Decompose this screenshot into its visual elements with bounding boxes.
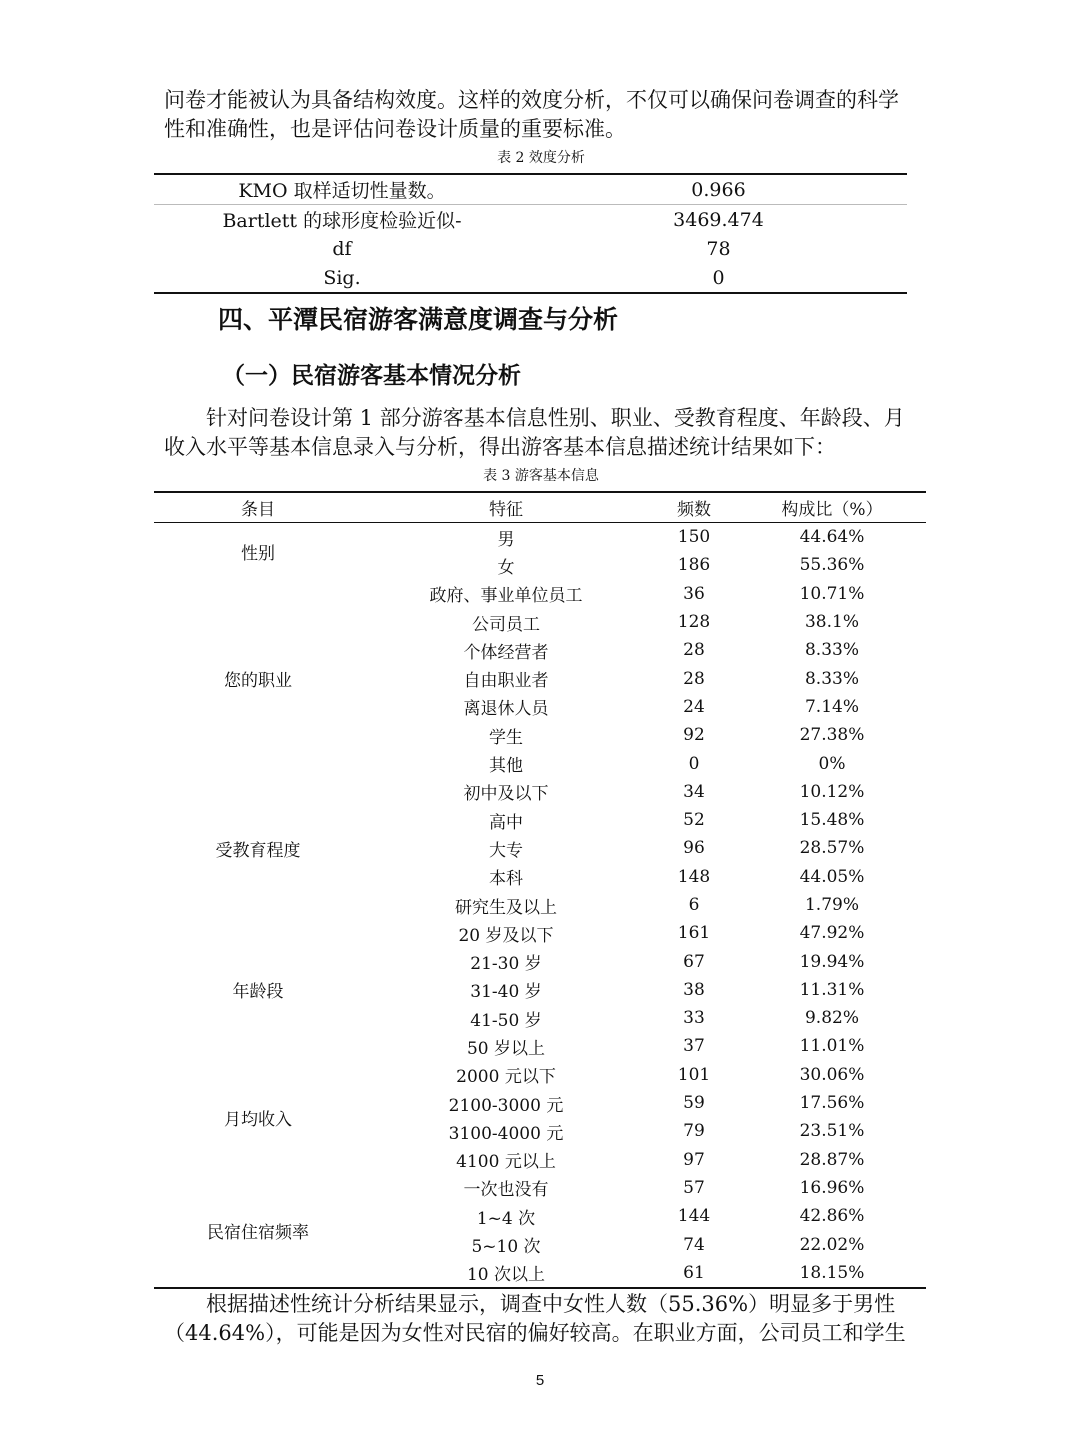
- cell-feature: 女: [497, 557, 515, 578]
- cell-frequency: 92: [683, 725, 705, 746]
- cell-feature: 20 岁及以下: [458, 925, 554, 946]
- visitor-info-table: [154, 491, 926, 1289]
- cell-frequency: 74: [683, 1234, 705, 1255]
- table2-caption: 表 2 效度分析: [497, 150, 585, 166]
- table-row: [362, 1089, 926, 1117]
- cell-percentage: 44.64%: [799, 527, 865, 548]
- cell-frequency: 79: [683, 1121, 705, 1142]
- table-row: [362, 1259, 926, 1287]
- cell-percentage: 0%: [818, 753, 846, 774]
- cell-percentage: 15.48%: [799, 810, 865, 831]
- table-group: [154, 1174, 926, 1287]
- cell-feature: 研究生及以上: [455, 897, 557, 918]
- cell-feature: 21-30 岁: [470, 954, 542, 975]
- cell-percentage: 16.96%: [799, 1177, 865, 1198]
- cell-frequency: 36: [683, 583, 705, 604]
- group-category: 性别: [241, 543, 275, 564]
- top-paragraph: [164, 86, 924, 144]
- cell-percentage: 18.15%: [799, 1262, 865, 1283]
- cell-percentage: 22.02%: [799, 1234, 865, 1255]
- validity-table: [154, 173, 907, 294]
- cell-frequency: 24: [683, 696, 705, 717]
- cell-feature: 学生: [489, 727, 523, 748]
- cell-frequency: 186: [677, 555, 711, 576]
- cell-feature: 高中: [489, 812, 523, 833]
- cell-feature: 个体经营者: [463, 642, 549, 663]
- table-row: [362, 636, 926, 664]
- table-row: [362, 608, 926, 636]
- table-row: [362, 1004, 926, 1032]
- group-category: 月均收入: [224, 1109, 292, 1130]
- cell-feature: 离退休人员: [463, 699, 549, 720]
- cell-frequency: 59: [683, 1093, 705, 1114]
- paragraph-line: 问卷才能被认为具备结构效度。这样的效度分析，不仅可以确保问卷调查的科学: [164, 88, 899, 112]
- table-row: [362, 1202, 926, 1230]
- cell-percentage: 42.86%: [799, 1206, 865, 1227]
- cell-percentage: 30.06%: [799, 1064, 865, 1085]
- cell-frequency: 37: [683, 1036, 705, 1057]
- table-group: [154, 1061, 926, 1174]
- table-row: [362, 863, 926, 891]
- group-category: 民宿住宿频率: [207, 1222, 309, 1243]
- cell-feature: 10 次以上: [466, 1265, 546, 1286]
- table-cell-label: Bartlett 的球形度检验近似-: [222, 210, 462, 232]
- cell-frequency: 61: [683, 1262, 705, 1283]
- table-row: [362, 891, 926, 919]
- paragraph-line: （44.64%），可能是因为女性对民宿的偏好较高。在职业方面，公司员工和学生: [164, 1321, 906, 1345]
- table-row: [362, 551, 926, 579]
- header-category: 条目: [241, 500, 275, 520]
- table-row: [154, 175, 907, 205]
- table-group: [154, 919, 926, 1060]
- cell-feature: 5~10 次: [471, 1237, 541, 1258]
- table-row: [154, 234, 907, 263]
- cell-percentage: 8.33%: [804, 668, 859, 689]
- cell-feature: 政府、事业单位员工: [429, 586, 583, 607]
- cell-frequency: 38: [683, 979, 705, 1000]
- cell-feature: 其他: [489, 756, 523, 777]
- group-category: 您的职业: [224, 671, 292, 692]
- table-cell-label: KMO 取样适切性量数。: [238, 180, 446, 202]
- cell-feature: 4100 元以上: [456, 1152, 556, 1173]
- table-row: [362, 1061, 926, 1089]
- cell-frequency: 52: [683, 810, 705, 831]
- table-cell-value: 78: [706, 237, 731, 260]
- cell-feature: 初中及以下: [463, 784, 549, 805]
- table-row: [154, 263, 907, 292]
- table-row: [362, 580, 926, 608]
- cell-feature: 3100-4000 元: [448, 1123, 564, 1144]
- table-row: [362, 1174, 926, 1202]
- table-row: [362, 721, 926, 749]
- table-row: [362, 976, 926, 1004]
- cell-frequency: 96: [683, 838, 705, 859]
- cell-feature: 本科: [489, 869, 523, 890]
- cell-frequency: 101: [677, 1064, 711, 1085]
- cell-feature: 大专: [489, 840, 523, 861]
- table-row: [362, 1117, 926, 1145]
- cell-percentage: 27.38%: [799, 725, 865, 746]
- cell-feature: 1~4 次: [476, 1208, 536, 1229]
- cell-frequency: 0: [688, 753, 700, 774]
- table-row: [362, 1230, 926, 1258]
- cell-percentage: 28.87%: [799, 1149, 865, 1170]
- bottom-paragraph: [164, 1290, 924, 1348]
- cell-frequency: 128: [677, 612, 711, 633]
- cell-frequency: 144: [677, 1206, 711, 1227]
- table-row: [362, 749, 926, 777]
- paragraph-line: 收入水平等基本信息录入与分析，得出游客基本信息描述统计结果如下：: [164, 435, 836, 459]
- cell-percentage: 9.82%: [804, 1008, 859, 1029]
- cell-feature: 31-40 岁: [470, 982, 542, 1003]
- cell-percentage: 19.94%: [799, 951, 865, 972]
- cell-percentage: 23.51%: [799, 1121, 865, 1142]
- cell-percentage: 38.1%: [804, 612, 859, 633]
- cell-frequency: 57: [683, 1177, 705, 1198]
- cell-frequency: 150: [677, 527, 711, 548]
- cell-percentage: 55.36%: [799, 555, 865, 576]
- cell-frequency: 148: [677, 866, 711, 887]
- cell-percentage: 1.79%: [804, 895, 859, 915]
- cell-percentage: 8.33%: [804, 640, 859, 661]
- cell-feature: 公司员工: [472, 614, 540, 635]
- group-category: 年龄段: [232, 982, 284, 1003]
- cell-frequency: 161: [677, 923, 711, 944]
- cell-percentage: 10.12%: [799, 781, 865, 802]
- cell-feature: 男: [497, 529, 515, 550]
- table-row: [362, 834, 926, 862]
- table-row: [154, 205, 907, 234]
- table-row: [362, 778, 926, 806]
- table-group: [154, 523, 926, 580]
- table-row: [362, 1146, 926, 1174]
- cell-frequency: 6: [688, 895, 700, 915]
- header-frequency: 频数: [677, 500, 711, 520]
- table-group: [154, 580, 926, 778]
- section-heading: 四、平潭民宿游客满意度调查与分析: [218, 305, 619, 334]
- table-row: [362, 806, 926, 834]
- table-row: [362, 919, 926, 947]
- table-row: [362, 693, 926, 721]
- cell-frequency: 28: [683, 640, 705, 661]
- cell-frequency: 67: [683, 951, 705, 972]
- cell-percentage: 10.71%: [799, 583, 865, 604]
- intro-paragraph: [164, 404, 924, 462]
- table-cell-value: 3469.474: [673, 208, 764, 231]
- cell-percentage: 28.57%: [799, 838, 865, 859]
- cell-percentage: 17.56%: [799, 1093, 865, 1114]
- subsection-heading: （一）民宿游客基本情况分析: [222, 363, 521, 389]
- cell-frequency: 33: [683, 1008, 705, 1029]
- table-cell-value: 0.966: [691, 178, 746, 201]
- page-number: 5: [535, 1372, 545, 1389]
- cell-percentage: 11.01%: [799, 1036, 865, 1057]
- header-percentage: 构成比（%）: [781, 500, 883, 520]
- table3-caption: 表 3 游客基本信息: [483, 468, 599, 484]
- group-category: 受教育程度: [215, 840, 301, 861]
- table-cell-label: Sig.: [323, 266, 361, 289]
- cell-feature: 一次也没有: [463, 1180, 549, 1201]
- cell-percentage: 11.31%: [799, 979, 865, 1000]
- cell-frequency: 34: [683, 781, 705, 802]
- table-row: [362, 947, 926, 975]
- paragraph-line: 性和准确性，也是评估问卷设计质量的重要标准。: [164, 117, 626, 141]
- cell-percentage: 7.14%: [804, 696, 859, 717]
- table-header-row: [154, 493, 926, 523]
- table-cell-label: df: [332, 237, 352, 260]
- table-row: [362, 1032, 926, 1060]
- paragraph-line: 根据描述性统计分析结果显示，调查中女性人数（55.36%）明显多于男性: [206, 1292, 896, 1316]
- cell-percentage: 44.05%: [799, 866, 865, 887]
- table-row: [362, 664, 926, 692]
- table-row: [362, 523, 926, 551]
- header-feature: 特征: [489, 500, 523, 520]
- table-cell-value: 0: [712, 266, 725, 289]
- paragraph-line: 针对问卷设计第 1 部分游客基本信息性别、职业、受教育程度、年龄段、月: [206, 406, 905, 430]
- cell-feature: 自由职业者: [463, 671, 549, 692]
- cell-feature: 50 岁以上: [466, 1038, 546, 1059]
- cell-frequency: 97: [683, 1149, 705, 1170]
- table-group: [154, 778, 926, 919]
- cell-feature: 41-50 岁: [470, 1010, 542, 1031]
- cell-feature: 2100-3000 元: [448, 1095, 564, 1116]
- cell-feature: 2000 元以下: [456, 1067, 556, 1088]
- cell-frequency: 28: [683, 668, 705, 689]
- cell-percentage: 47.92%: [799, 923, 865, 944]
